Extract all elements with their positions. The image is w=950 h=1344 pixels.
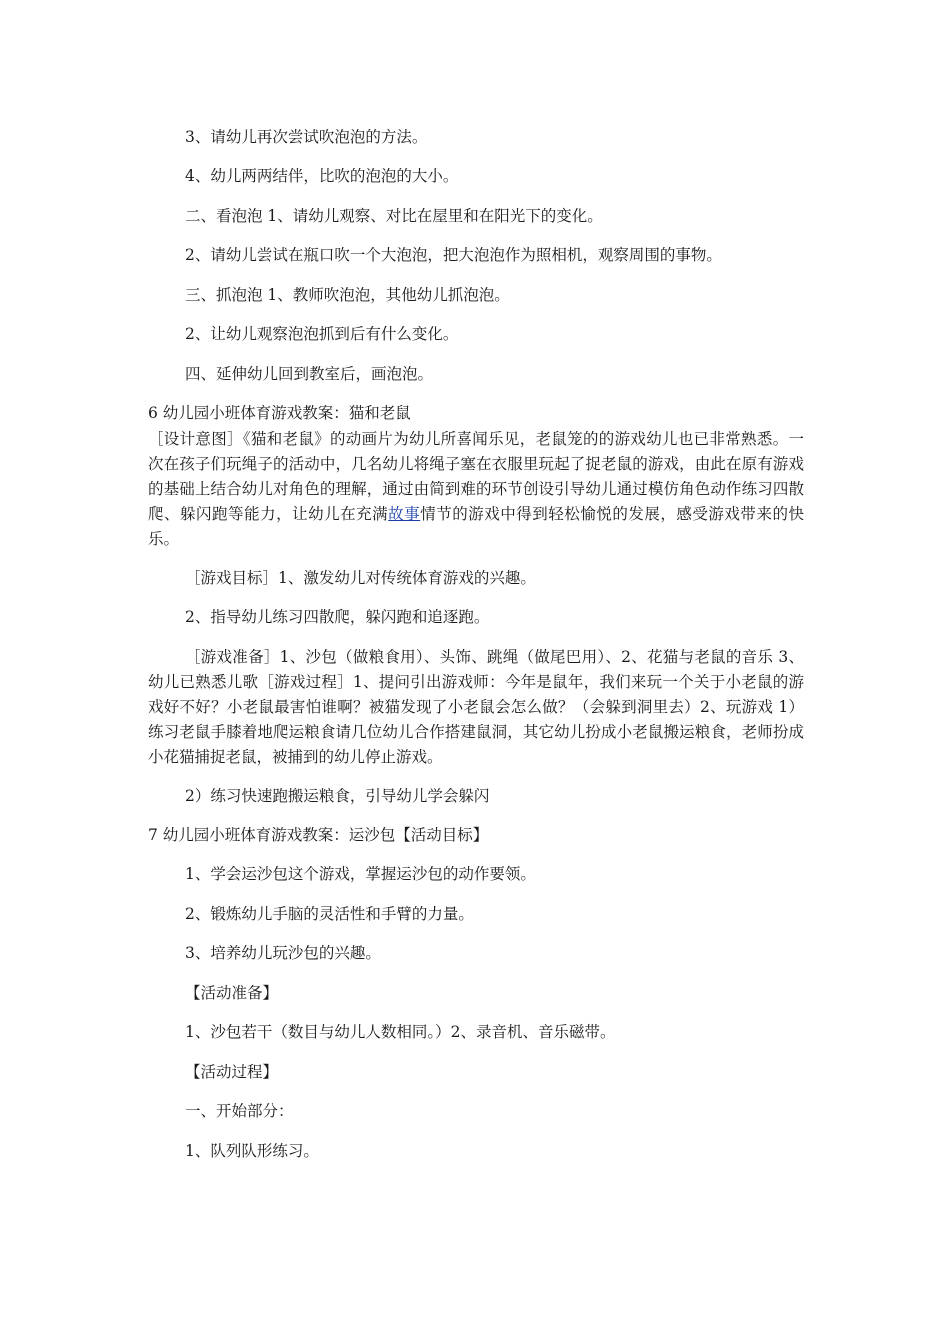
section-heading: 【活动过程】 [185,1063,279,1081]
section-heading: 【活动准备】 [185,984,279,1002]
step-line: 2、锻炼幼儿手脑的灵活性和手臂的力量。 [185,905,474,923]
step-line: 3、培养幼儿玩沙包的兴趣。 [185,944,381,962]
step-line: 4、幼儿两两结伴，比吹的泡泡的大小。 [185,167,459,185]
section-line: 四、延伸幼儿回到教室后，画泡泡。 [185,365,434,383]
section-line: 一、开始部分： [185,1102,294,1120]
design-intent-text: ［设计意图］《猫和老鼠》的动画片为幼儿所喜闻乐见，老鼠笼的的游戏幼儿也已非常熟悉。一次在孩子们玩绳子的活动中，几名幼儿将绳子塞在衣服里玩起了捉老鼠的游戏，由此在原有游戏的基础上结合幼儿对角色的理解，通过由简到难的环节创设引导幼儿通过模仿角色动作练习四散爬、躲闪跑等能力，让幼儿在充满 [148,430,804,523]
step-line: 1、队列队形练习。 [185,1142,319,1160]
section-line: 二、看泡泡 1、请幼儿观察、对比在屋里和在阳光下的变化。 [185,207,603,225]
game-goal-line: ［游戏目标］1、激发幼儿对传统体育游戏的兴趣。 [185,569,536,587]
lesson-heading: 6 幼儿园小班体育游戏教案：猫和老鼠 [148,404,411,422]
step-line: 3、请幼儿再次尝试吹泡泡的方法。 [185,128,428,146]
step-line: 2、请幼儿尝试在瓶口吹一个大泡泡，把大泡泡作为照相机，观察周围的事物。 [185,246,722,264]
story-link[interactable]: 故事 [388,505,421,523]
step-line: 2、让幼儿观察泡泡抓到后有什么变化。 [185,325,459,343]
step-line: 1、沙包若干（数目与幼儿人数相同。）2、录音机、音乐磁带。 [185,1023,616,1041]
step-line: 2）练习快速跑搬运粮食，引导幼儿学会躲闪 [185,787,490,805]
step-line: 2、指导幼儿练习四散爬，躲闪跑和追逐跑。 [185,608,490,626]
section-line: 三、抓泡泡 1、教师吹泡泡，其他幼儿抓泡泡。 [185,286,510,304]
lesson-heading: 7 幼儿园小班体育游戏教案：运沙包【活动目标】 [148,826,489,844]
game-preparation-paragraph: ［游戏准备］1、沙包（做粮食用）、头饰、跳绳（做尾巴用）、2、花猫与老鼠的音乐 3、幼儿已熟悉儿歌［游戏过程］1、提问引出游戏师：今年是鼠年，我们来玩一个关于小老鼠的游戏好不好？小老鼠最害怕谁啊？被猫发现了小老鼠会怎么做？（会躲到洞里去）2、玩游戏 1）练习老鼠手膝着地爬运粮食请几位幼儿合作搭建鼠洞，其它幼儿扮成小老鼠搬运粮食，老师扮成小花猫捕捉老鼠，被捕到的幼儿停止游戏。 [148,648,804,766]
design-intent-paragraph [148,427,804,552]
step-line: 1、学会运沙包这个游戏，掌握运沙包的动作要领。 [185,865,536,883]
design-intent-text-end: 情节的游戏中得到轻松愉悦的发展，感受游戏带来的快乐。 [148,505,804,548]
